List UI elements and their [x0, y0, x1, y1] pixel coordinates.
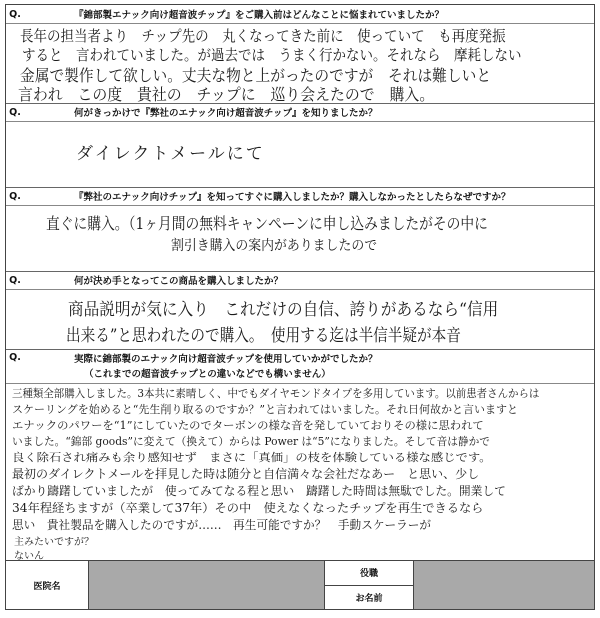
- respondent-info-row: [6, 560, 594, 609]
- answer-2-line-1: ダイレクトメールにて: [76, 144, 265, 164]
- question-2-header: [6, 103, 594, 122]
- answer-5-line-1: 三種類全部購入しました。3本共に素晴しく、中でもダイヤモンドタイプを多用しています。以前患者さんからは: [12, 387, 540, 400]
- answer-4-line-2: 出来る”と思われたので購入。 使用する迄は半信半疑が本音: [66, 326, 461, 346]
- role-label: 役職: [325, 561, 413, 586]
- answer-5-line-9: 思い 貴社製品を購入したのですが…… 再生可能ですか？ 手動スケーラーが: [12, 518, 432, 532]
- question-3-title: 『弊社のエナック向けチップ』を知ってすぐに購入しましたか？購入しなかったとしたらなぜですか？: [74, 192, 511, 203]
- answer-5-line-10: 主みたいですが？: [14, 537, 94, 548]
- question-5-header: [6, 349, 594, 384]
- role-name-field[interactable]: [413, 561, 594, 609]
- question-5-title-line-2: （これまでの超音波チップとの違いなどでも構いません）: [84, 369, 331, 380]
- question-1-title: 『錦部製エナック向け超音波チップ』をご購入前はどんなことに悩まれていましたか？: [74, 10, 445, 21]
- question-3-header: [6, 187, 594, 206]
- question-4-title: 何が決め手となってこの商品を購入しましたか？: [74, 276, 284, 287]
- answer-5-line-6: 最初のダイレクトメールを拝見した時は随分と自信満々な会社だなあー と思い、少し: [12, 467, 480, 481]
- answer-5-line-11: ないん: [14, 551, 44, 562]
- question-marker: Q.: [9, 190, 21, 202]
- answer-5-line-8: 34年程経ちますが（卒業して37年）その中 使えなくなったチップを再生できるなら: [12, 501, 484, 515]
- question-4-header: [6, 271, 594, 290]
- clinic-name-field[interactable]: [88, 561, 324, 609]
- role-name-labels: [324, 561, 413, 609]
- question-5-title-line-1: 実際に錦部製のエナック向け超音波チップを使用していかがでしたか？: [74, 354, 378, 365]
- question-marker: Q.: [9, 352, 21, 363]
- name-label: お名前: [355, 593, 383, 604]
- questionnaire-sheet: [5, 4, 595, 610]
- answer-1-area: [6, 23, 594, 104]
- answer-3-line-2: 割引き購入の案内がありましたので: [171, 238, 378, 254]
- answer-5-line-2: スケーリングを始めると“先生削り取るのですか？”と言われてはいました。それ日何故かと言いますと: [12, 403, 519, 416]
- question-marker: Q.: [9, 106, 21, 118]
- answer-5-line-7: ばかり躊躇していましたが 使ってみてなる程と思い 躊躇した時間は無駄でした。開業して: [12, 484, 506, 498]
- question-marker: Q.: [9, 8, 21, 20]
- question-1-header: [6, 5, 594, 24]
- answer-1-line-2: すると 言われていました。が過去では うまく行かない。それなら 摩耗しない: [22, 46, 522, 64]
- answer-4-line-1: 商品説明が気に入り これだけの自信、誇りがあるなら“信用: [68, 300, 499, 320]
- clinic-name-label: 医院名: [33, 581, 61, 592]
- answer-5-line-3: エナックのパワーを“1”にしていたのでターボンの様な音を発していておりその様に思われて: [12, 419, 484, 432]
- answer-4-area: [6, 289, 594, 350]
- answer-5-line-5: 良く除石され痛みも余り感知せず まさに「真価」の枝を体験している様な感じです。: [12, 451, 492, 464]
- question-marker: Q.: [9, 274, 21, 286]
- answer-3-line-1: 直ぐに購入。（1ヶ月間の無料キャンペーンに申し込みましたがその中に: [46, 214, 488, 233]
- answer-5-area: [6, 383, 594, 563]
- answer-1-line-4: 言われ この度 貴社の チップに 巡り会えたので 購入。: [18, 85, 435, 104]
- answer-5-line-4: いました。“錦部 goods”に変えて（換えて）からは Power は“5”になりました。そして音は静かで: [12, 435, 490, 448]
- answer-2-area: [6, 121, 594, 188]
- answer-3-area: [6, 205, 594, 272]
- answer-1-line-1: 長年の担当者より チップ先の 丸くなってきた前に 使っていて も再度発振: [20, 27, 506, 45]
- answer-1-line-3: 金属で製作して欲しい。丈夫な物と上がったのですが それは難しいと: [20, 66, 492, 85]
- question-2-title: 何がきっかけで『弊社のエナック向け超音波チップ』を知りましたか？: [74, 108, 378, 119]
